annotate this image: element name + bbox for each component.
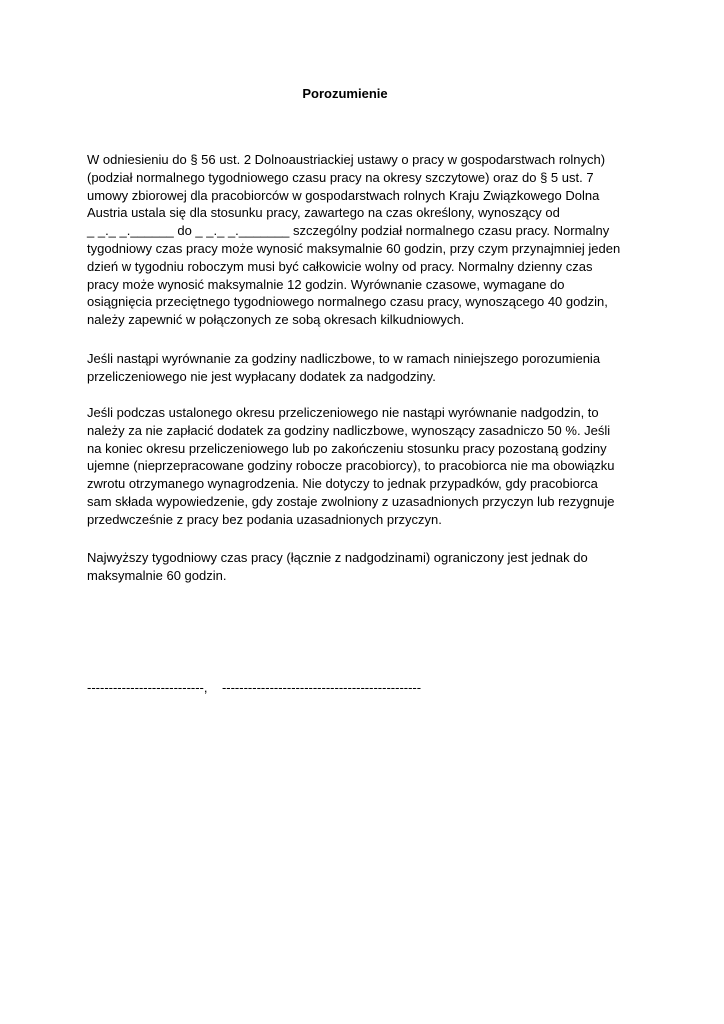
paragraph-line: Najwyższy tygodniowy czas pracy (łącznie z nadgodzinami) ograniczony jest jednak do [87,550,588,565]
paragraph-line: Austria ustala się dla stosunku pracy, zawartego na czas określony, wynoszący od [87,205,560,221]
paragraph-line: maksymalnie 60 godzin. [87,567,227,583]
paragraph-line: dzień w tygodniu roboczym musi być całkowicie wolny od pracy. Normalny dzienny czas [87,258,593,274]
paragraph-line: należy za nie zapłacić dodatek za godziny nadliczbowe, wynoszący zasadniczo 50 %. Jeśli [87,422,611,438]
paragraph-line: na koniec okresu przeliczeniowego lub po zakończeniu stosunku pracy pozostaną godziny [87,440,607,456]
paragraph-line: tygodniowy czas pracy może wynosić maksymalnie 60 godzin, przy czym przynajmniej jeden [87,240,621,256]
paragraph-line: ujemne (nieprzepracowane godziny robocze pracobiorcy), to pracobiorca nie ma obowiązku [87,458,615,474]
paragraph-line: pracy może wynosić maksymalnie 12 godzin. Wyrównanie czasowe, wymagane do [87,276,565,292]
paragraph-line: W odniesieniu do § 56 ust. 2 Dolnoaustriackiej ustawy o pracy w gospodarstwach rolnych) [87,152,606,167]
paragraph-line: umowy zbiorowej dla pracobiorców w gospodarstwach rolnych Kraju Związkowego Dolna [87,187,600,203]
paragraph-overtime-surcharge [87,404,657,529]
paragraph-line: przeliczeniowego nie jest wypłacany dodatek za nadgodziny. [87,368,436,384]
paragraph-line: zwrotu otrzymanego wynagrodzenia. Nie dotyczy to jednak przypadków, gdy pracobiorca [87,476,598,492]
document-title: Porozumienie [302,86,388,101]
signature-line: ---------------------------, ---------------------------------------------- [87,680,422,695]
paragraph-line: osiągnięcia przeciętnego tygodniowego normalnego czasu pracy, wynoszącego 40 godzin, [87,294,608,310]
paragraph-line: przedwcześnie z pracy bez podania uzasadnionych przyczyn. [87,511,442,527]
paragraph-line: należy zapewnić w połączonych ze sobą okresach kilkudniowych. [87,312,465,328]
paragraph-working-time-arrangement [87,151,657,329]
paragraph-line: sam składa wypowiedzenie, gdy zostaje zwolniony z uzasadnionych przyczyn lub rezygnuje [87,493,615,509]
paragraph-line: (podział normalnego tygodniowego czasu pracy na okresy szczytowe) oraz do § 5 ust. 7 [87,169,594,185]
paragraph-line: Jeśli podczas ustalonego okresu przeliczeniowego nie nastąpi wyrównanie nadgodzin, to [87,405,599,420]
paragraph-line: Jeśli nastąpi wyrównanie za godziny nadliczbowe, to w ramach niniejszego porozumienia [87,351,601,366]
paragraph-max-weekly-hours [87,549,657,585]
paragraph-overtime-compensation [87,350,657,386]
paragraph-line-date-fields: _ _._ _.______ do _ _._ _._______ szczególny podział normalnego czasu pracy. Normalny [87,223,610,239]
